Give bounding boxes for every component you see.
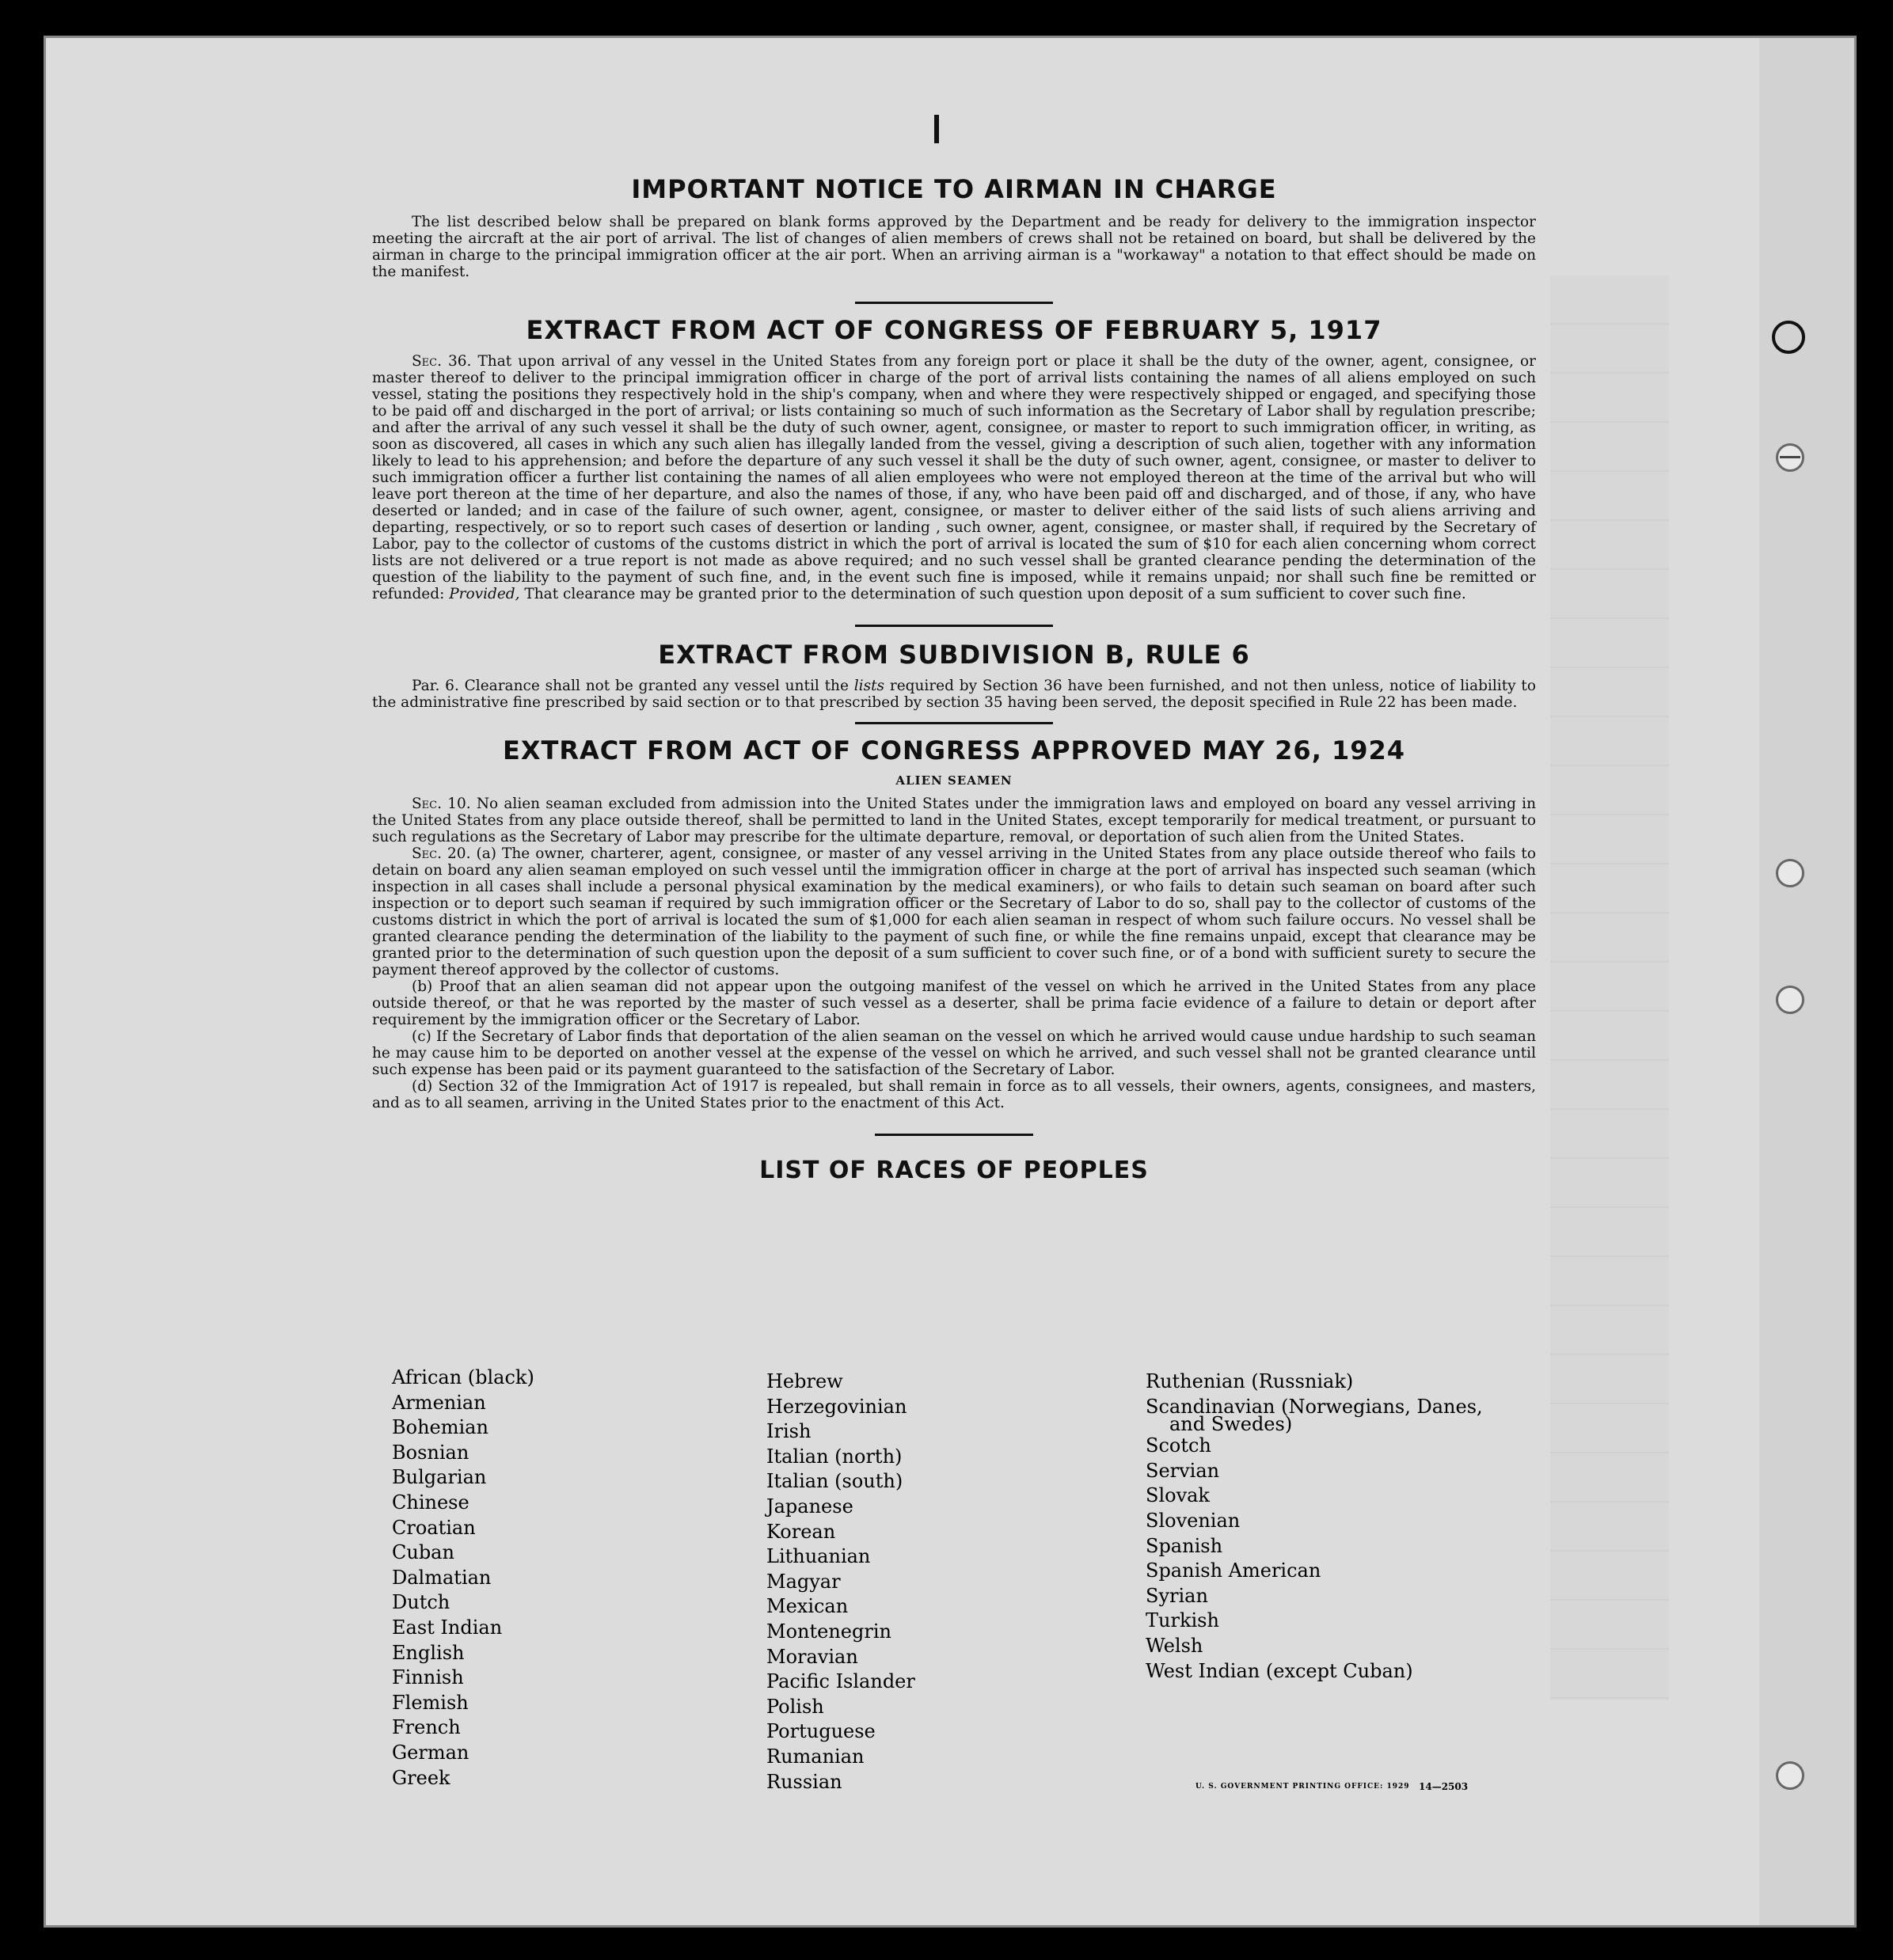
sec-20a-body: (a) The owner, charterer, agent, consignee, or master of any vessel arriving in the United States from any place outside thereof who fails to detain on board any alien seaman employed on such vessel until the immigration officer in charge at the port of arrival has inspected such seaman (which inspection in all cases shall include a personal physical examination by the medical examiners), or who fails to detain such seaman on board after such inspection or to deport such seaman if required by such immigration officer or the Secretary of Labor to do so, shall pay to the collector of customs of the customs district in which the port of arrival is located the sum of $1,000 for each alien seaman in respect of whom such failure occurs. No vessel shall be granted clearance pending the determination of the liability to the payment of such fine, or while the fine remains unpaid, except that clearance may be granted prior to the determination of such question upon the deposit of a sum sufficient to cover such fine, or of a bond with sufficient surety to secure the payment thereof approved by the collector of customs. (372, 845, 1536, 978)
race-item: Spanish American (1146, 1559, 1321, 1582)
race-item: German (392, 1741, 469, 1764)
notice-text: The list described below shall be prepared on blank forms approved by the Department and be ready for delivery to the immigration inspector meeting the aircraft at the air port of arrival. The list of changes of alien members of crews shall not be retained on board, but shall be delivered by the airman in charge to the principal immigration officer at the air port. When an arriving airman is a "workaway" a notation to that effect should be made on the manifest. (372, 214, 1536, 280)
notice-title: IMPORTANT NOTICE TO AIRMAN IN CHARGE (631, 174, 1277, 204)
printer-imprint: U. S. GOVERNMENT PRINTING OFFICE: 1929 (1195, 1783, 1410, 1791)
races-title: LIST OF RACES OF PEOPLES (759, 1157, 1149, 1184)
bleed-through-form-lines (1550, 275, 1669, 1700)
race-item: Finnish (392, 1666, 464, 1689)
notice-section (372, 174, 1536, 280)
sec-36-label: Sec. 36. (412, 353, 472, 370)
race-item: Servian (1146, 1459, 1220, 1482)
race-item: African (black) (392, 1366, 534, 1388)
provided-word: Provided, (449, 586, 520, 602)
form-code: 14—2503 (1419, 1781, 1469, 1792)
race-item: Polish (766, 1695, 824, 1718)
sec-10-label: Sec. 10. (412, 796, 471, 812)
section-divider (855, 625, 1053, 627)
race-item: Slovenian (1146, 1509, 1241, 1532)
race-item: Pacific Islander (766, 1670, 915, 1693)
punch-hole-icon (1776, 443, 1804, 472)
race-item: Spanish (1146, 1534, 1223, 1557)
sec-20b-text: (b) Proof that an alien seaman did not appear upon the outgoing manifest of the vessel on which he arrived in the United States from any place outside thereof, or that he was reported by the master of such vessel as a deserter, shall be prima facie evidence of a failure to detain or deport after requirement by the immigration officer or the Secretary of Labor. (372, 978, 1536, 1028)
act-1917-text (372, 353, 1536, 602)
race-item: Japanese (766, 1495, 853, 1517)
race-item: Dalmatian (392, 1566, 492, 1589)
header-tick-mark (934, 115, 939, 143)
race-item: Portuguese (766, 1720, 876, 1743)
race-item: Bulgarian (392, 1466, 487, 1489)
rule-6-text (372, 678, 1536, 711)
race-item: Bosnian (392, 1441, 469, 1464)
race-item: Turkish (1146, 1609, 1219, 1632)
race-item: and Swedes) (1169, 1413, 1293, 1436)
sec-20c-text: (c) If the Secretary of Labor finds that deportation of the alien seaman on the vessel on which he arrived would cause undue hardship to such seaman he may cause him to be deported on another vessel at the expense of the vessel on which he arrived, and such vessel shall not be granted clearance until such expense has been paid or its payment guaranteed to the satisfaction of the Secretary of Labor. (372, 1028, 1536, 1078)
race-item: Cuban (392, 1541, 454, 1564)
race-item: West Indian (except Cuban) (1146, 1659, 1413, 1682)
race-item: Magyar (766, 1570, 841, 1593)
race-item: Chinese (392, 1491, 469, 1514)
alien-seamen-subtitle: ALIEN SEAMEN (895, 773, 1013, 788)
punch-hole-icon (1776, 986, 1804, 1014)
rule-6-title: EXTRACT FROM SUBDIVISION B, RULE 6 (658, 640, 1250, 670)
race-item: Bohemian (392, 1416, 488, 1439)
rule-6-text-start: Par. 6. Clearance shall not be granted any vessel until the (412, 678, 854, 694)
race-item: Dutch (392, 1591, 450, 1614)
section-divider (855, 722, 1053, 724)
rule-6-text-end: required by Section 36 have been furnished, and not then unless, notice of liability to the administrative fine prescribed by said section or to that prescribed by section 35 having been served, the deposit specified in Rule 22 has been made. (372, 678, 1536, 711)
act-1924-title: EXTRACT FROM ACT OF CONGRESS APPROVED MAY 26, 1924 (502, 735, 1406, 765)
races-column-3 (1146, 1369, 1483, 1684)
race-item: Rumanian (766, 1745, 865, 1768)
race-item: Mexican (766, 1595, 849, 1618)
sec-36-text: That upon arrival of any vessel in the United States from any foreign port or place it shall be the duty of the owner, agent, consignee, or master thereof to deliver to the principal immigration officer in charge of the port of arrival lists containing the names of all aliens employed on such vessel, stating the positions they respectively hold in the ship's company, when and where they were respectively shipped or engaged, and specifying those to be paid off and discharged in the port of arrival; or lists containing so much of such information as the Secretary of Labor shall by regulation prescribe; and after the arrival of any such vessel it shall be the duty of such owner, agent, consignee, or master to report to such immigration officer, in writing, as soon as discovered, all cases in which any such alien has illegally landed from the vessel, giving a description of such alien, together with any information likely to lead to his apprehension; and before the departure of any such vessel it shall be the duty of such owner, agent, consignee, or master to deliver to such immigration officer a further list containing the names of all alien employees who were not employed thereon at the time of the arrival but who will leave port thereon at the time of her departure, and also the names of those, if any, who have been paid off and discharged, and of those, if any, who have deserted or landed; and in case of the failure of such owner, agent, consignee, or master to deliver either of the said lists of such aliens arriving and departing, respectively, or so to report such cases of desertion or landing , such owner, agent, consignee, or master shall, if required by the Secretary of Labor, pay to the collector of customs of the customs district in which the port of arrival is located the sum of $10 for each alien concerning whom correct lists are not delivered or a true report is not made as above required; and no such vessel shall be granted clearance pending the determination of the question of the liability to the payment of such fine, and, in the event such fine is imposed, while it remains unpaid; nor shall such fine be remitted or refunded: (372, 353, 1536, 602)
sec-20a-text (372, 845, 1536, 978)
race-item: Lithuanian (766, 1545, 871, 1568)
race-item: Greek (392, 1766, 450, 1789)
race-item: French (392, 1716, 461, 1739)
race-item: Ruthenian (Russniak) (1146, 1370, 1354, 1392)
sec-20-label: Sec. 20. (412, 845, 471, 862)
sec-36-text-end: That clearance may be granted prior to the determination of such question upon deposit of a sum sufficient to cover such fine. (519, 586, 1466, 602)
race-item: Irish (766, 1420, 812, 1443)
races-column-1 (392, 1366, 534, 1791)
race-item: Flemish (392, 1691, 469, 1714)
race-item: Russian (766, 1770, 842, 1793)
races-column-2 (766, 1369, 915, 1795)
page-edge-strip (1759, 38, 1854, 1925)
act-1917-section (372, 315, 1536, 602)
race-item: Scotch (1146, 1434, 1211, 1457)
sec-10-text (372, 796, 1536, 845)
race-item: Armenian (392, 1391, 486, 1414)
circled-mark-icon (1772, 321, 1805, 354)
punch-hole-icon (1776, 859, 1804, 887)
race-item: Slovak (1146, 1484, 1210, 1507)
race-item: Korean (766, 1520, 836, 1543)
race-item: Montenegrin (766, 1620, 891, 1643)
race-item: Hebrew (766, 1370, 843, 1392)
act-1917-title: EXTRACT FROM ACT OF CONGRESS OF FEBRUARY 5, 1917 (526, 315, 1382, 345)
race-item: Italian (south) (766, 1470, 903, 1493)
sec-20d-text: (d) Section 32 of the Immigration Act of 1917 is repealed, but shall remain in force as to all vessels, their owners, agents, consignees, and masters, and as to all seamen, arriving in the United States prior to the enactment of this Act. (372, 1078, 1536, 1111)
section-divider (875, 1134, 1033, 1136)
race-item: Welsh (1146, 1634, 1203, 1657)
race-item: East Indian (392, 1616, 503, 1639)
lists-word: lists (853, 678, 885, 694)
race-item: Syrian (1146, 1584, 1208, 1607)
race-item: Herzegovinian (766, 1395, 907, 1418)
sec-10-body: No alien seaman excluded from admission into the United States under the immigration laws and employed on board any vessel arriving in the United States from any place outside thereof, shall be permitted to land in the United States, except temporarily for medical treatment, or pursuant to such regulations as the Secretary of Labor may prescribe for the ultimate departure, removal, or deportation of such alien from the United States. (372, 796, 1536, 845)
race-item: Italian (north) (766, 1445, 903, 1468)
document-body (372, 174, 1536, 1184)
race-item: English (392, 1641, 465, 1664)
section-divider (855, 302, 1053, 304)
race-item: Scandinavian (Norwegians, Danes, (1146, 1395, 1483, 1418)
punch-hole-icon (1776, 1761, 1804, 1790)
rule-6-section (372, 640, 1536, 711)
race-item: Croatian (392, 1516, 476, 1539)
act-1924-section (372, 735, 1536, 1111)
race-item: Moravian (766, 1645, 858, 1668)
